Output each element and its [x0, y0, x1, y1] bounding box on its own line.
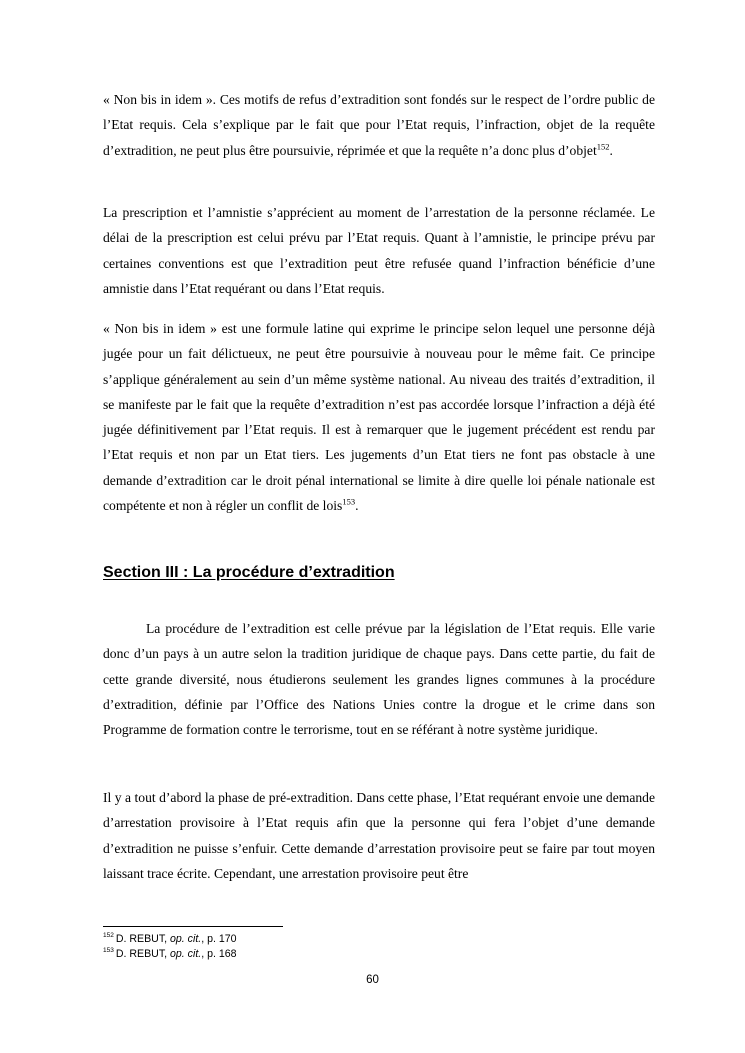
footnote-author: D. REBUT,: [115, 948, 171, 960]
footnote-reference-153[interactable]: 153: [342, 496, 356, 507]
footnote-number: 153: [103, 947, 114, 955]
paragraph-text: « Non bis in idem » est une formule latine qui exprime le principe selon lequel une personne déjà jugée pour un fait délictueux, ne peut être poursuivie à nouveau pour le même fait. Ce principe s’applique généralement au sein d’un même système national. Au niveau des traités d’extradition, il se manifeste par le fait que la requête d’extradition n’est pas accordée lorsque l’infraction a déjà été jugée définitivement par l’Etat requis. Il est à remarquer que le jugement précédent est rendu par l’Etat requis et non par un Etat tiers. Les jugements d’un Etat tiers ne font pas obstacle à une demande d’extradition car le droit pénal international se limite à dire quelle loi pénale nationale est compétente et non à régler un conflit de lois: [103, 321, 655, 514]
footnote-author: D. REBUT,: [115, 933, 171, 945]
paragraph-1: [103, 87, 655, 163]
paragraph-text: « Non bis in idem ». Ces motifs de refus d’extradition sont fondés sur le respect de l’ordre public de l’Etat requis. Cela s’explique par le fait que pour l’Etat requis, l’infraction, objet de la requête d’extradition, ne peut plus être poursuivie, réprimée et que la requête n’a donc plus d’objet: [103, 92, 655, 158]
footnotes: [103, 932, 237, 962]
footnote-number: 152: [103, 932, 114, 940]
footnote-page: , p. 170: [201, 933, 237, 945]
page-number: 60: [366, 974, 379, 986]
footnote-ref: op. cit.: [170, 933, 202, 945]
footnote-separator: [103, 926, 283, 927]
paragraph-3: [103, 316, 655, 518]
footnote-153: [103, 947, 237, 962]
paragraph-4: La procédure de l’extradition est celle prévue par la législation de l’Etat requis. Elle varie donc d’un pays à un autre selon la tradition juridique de chaque pays. Dans cette partie, du fait de cette grande diversité, nous étudierons seulement les grandes lignes communes à la procédure d’extradition, définie par l’Office des Nations Unies contre la drogue et le crime dans son Programme de formation contre le terrorisme, tout en se référant à notre système juridique.: [103, 621, 655, 738]
footnote-reference-152[interactable]: 152: [596, 141, 610, 152]
paragraph-tail: .: [355, 498, 359, 514]
footnote-152: [103, 932, 237, 947]
paragraph-5: Il y a tout d’abord la phase de pré-extradition. Dans cette phase, l’Etat requérant envoie une demande d’arrestation provisoire à l’Etat requis afin que la personne qui fera l’objet d’une demande d’extradition ne puisse s’enfuir. Cette demande d’arrestation provisoire peut se faire par tout moyen laissant trace écrite. Cependant, une arrestation provisoire peut être: [103, 790, 655, 881]
footnote-ref: op. cit.: [170, 948, 202, 960]
paragraph-2: La prescription et l’amnistie s’apprécient au moment de l’arrestation de la personne réclamée. Le délai de la prescription est celui prévu par l’Etat requis. Quant à l’amnistie, le principe prévu par certaines conventions est que l’extradition peut être refusée quand l’infraction bénéficie d’une amnistie dans l’Etat requérant ou dans l’Etat requis.: [103, 205, 655, 296]
section-heading: Section III : La procédure d’extradition: [103, 564, 395, 581]
footnote-page: , p. 168: [201, 948, 237, 960]
paragraph-tail: .: [609, 142, 613, 158]
